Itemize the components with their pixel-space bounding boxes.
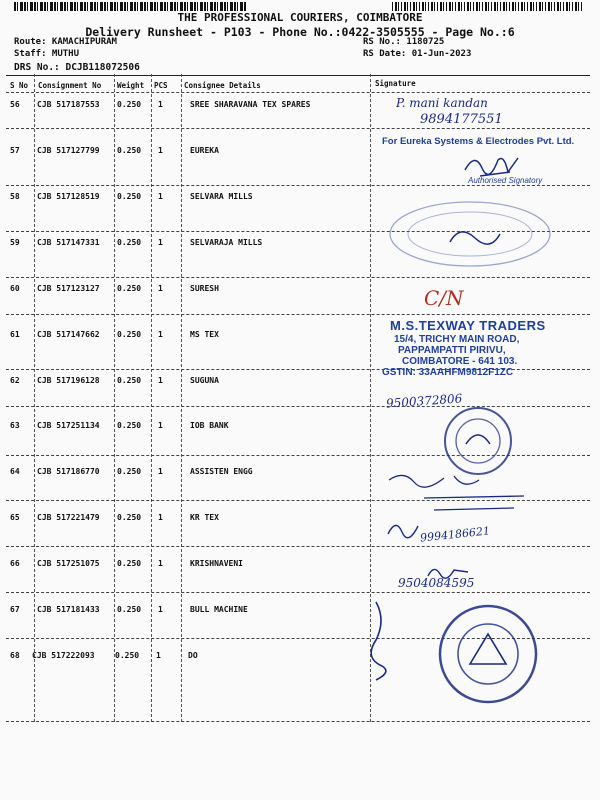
col-header-consignee: Consignee Details xyxy=(184,81,261,90)
runsheet-title: Delivery Runsheet - P103 - Phone No.:0422-3505555 - Page No.:6 xyxy=(85,25,515,39)
row-weight: 0.250 xyxy=(115,651,140,660)
col-divider xyxy=(181,74,182,722)
row-consignment: CJB 517123127 xyxy=(37,284,100,293)
row-consignee: EUREKA xyxy=(190,146,219,155)
row-consignment: CJB 517187553 xyxy=(37,100,100,109)
krishnaveni-signature xyxy=(424,562,474,582)
row-sno: 65 xyxy=(10,513,20,522)
row-weight: 0.250 xyxy=(117,238,142,247)
row-consignment: CJB 517222093 xyxy=(32,651,95,660)
drs-number: DRS No.: DCJB118072506 xyxy=(14,62,140,73)
staff-label: Staff: MUTHU xyxy=(14,49,80,59)
row-pcs: 1 xyxy=(158,513,163,522)
row-weight: 0.250 xyxy=(117,513,142,522)
row-consignee: DO xyxy=(188,651,198,660)
stamp-gstin: GSTIN: 33AAHFM9812F1ZC xyxy=(382,367,514,378)
row-separator xyxy=(6,546,590,547)
rs-number: RS No.: 1180725 xyxy=(363,37,445,47)
row-weight: 0.250 xyxy=(117,559,142,568)
row-sno: 56 xyxy=(10,100,20,109)
cn-mark: C/N xyxy=(424,286,464,310)
col-header-sno: S No xyxy=(10,81,29,90)
row-pcs: 1 xyxy=(158,330,163,339)
do-signature xyxy=(362,600,394,684)
header-rule xyxy=(6,75,590,76)
row-weight: 0.250 xyxy=(117,284,142,293)
table-row xyxy=(0,100,600,112)
row-consignee: SELVARA MILLS xyxy=(190,192,253,201)
row-consignee: BULL MACHINE xyxy=(190,605,248,614)
row-consignee: KRISHNAVENI xyxy=(190,559,243,568)
row-sno: 58 xyxy=(10,192,20,201)
row-consignee: SURESH xyxy=(190,284,219,293)
row-consignment: CJB 517147662 xyxy=(37,330,100,339)
authorised-signatory: Authorised Signatory xyxy=(468,176,543,185)
row-consignee: ASSISTEN ENGG xyxy=(190,467,253,476)
handwritten-phone: 9894177551 xyxy=(420,112,503,127)
row-pcs: 1 xyxy=(158,467,163,476)
row-pcs: 1 xyxy=(158,421,163,430)
row-sno: 67 xyxy=(10,605,20,614)
eureka-stamp: For Eureka Systems & Electrodes Pvt. Ltd. xyxy=(382,136,575,147)
row-consignment: CJB 517221479 xyxy=(37,513,100,522)
col-divider xyxy=(114,74,115,722)
col-header-signature: Signature xyxy=(375,79,416,88)
row-pcs: 1 xyxy=(158,238,163,247)
row-weight: 0.250 xyxy=(117,192,142,201)
row-separator xyxy=(6,592,590,593)
row-weight: 0.250 xyxy=(117,146,142,155)
row-sno: 66 xyxy=(10,559,20,568)
row-consignee: SELVARAJA MILLS xyxy=(190,238,263,247)
col-header-weight: Weight xyxy=(117,81,145,90)
stamp-company-name: M.S.TEXWAY TRADERS xyxy=(390,318,546,333)
handwritten-phone: 9994186621 xyxy=(419,524,491,545)
row-sno: 64 xyxy=(10,467,20,476)
row-consignment: CJB 517251075 xyxy=(37,559,100,568)
bank-seal xyxy=(440,404,516,478)
row-pcs: 1 xyxy=(158,146,163,155)
barcode-right xyxy=(392,2,582,11)
row-pcs: 1 xyxy=(158,192,163,201)
row-consignment: CJB 517181433 xyxy=(37,605,100,614)
row-separator xyxy=(6,185,590,186)
bull-machine-seal xyxy=(430,602,546,706)
kr-tex-signature xyxy=(384,516,424,542)
row-separator xyxy=(6,721,590,722)
col-header-consignment: Consignment No xyxy=(38,81,102,90)
row-sno: 60 xyxy=(10,284,20,293)
row-consignment: CJB 517196128 xyxy=(37,376,100,385)
row-pcs: 1 xyxy=(158,284,163,293)
row-weight: 0.250 xyxy=(117,376,142,385)
row-weight: 0.250 xyxy=(117,421,142,430)
header-bottom-rule xyxy=(6,92,590,93)
row-separator xyxy=(6,128,590,129)
row-consignee: SUGUNA xyxy=(190,376,219,385)
row-consignee: MS TEX xyxy=(190,330,219,339)
row-sno: 68 xyxy=(10,651,20,660)
row-sno: 61 xyxy=(10,330,20,339)
handwritten-phone: 9500372806 xyxy=(385,391,463,411)
row-consignee: KR TEX xyxy=(190,513,219,522)
table-row xyxy=(0,284,600,296)
stamp-address-line: COIMBATORE - 641 103. xyxy=(402,356,518,367)
barcode-left xyxy=(14,2,246,11)
col-divider xyxy=(34,74,35,722)
col-header-pcs: PCS xyxy=(154,81,168,90)
row-pcs: 1 xyxy=(158,100,163,109)
row-consignment: CJB 517251134 xyxy=(37,421,100,430)
row-sno: 57 xyxy=(10,146,20,155)
row-consignee: SREE SHARAVANA TEX SPARES xyxy=(190,100,311,109)
row-consignee: IOB BANK xyxy=(190,421,229,430)
row-pcs: 1 xyxy=(156,651,161,660)
selvaraja-seal xyxy=(380,194,555,274)
row-pcs: 1 xyxy=(158,376,163,385)
row-weight: 0.250 xyxy=(117,605,142,614)
row-consignment: CJB 517147331 xyxy=(37,238,100,247)
row-separator xyxy=(6,314,590,315)
row-sno: 63 xyxy=(10,421,20,430)
handwritten-name: P. mani kandan xyxy=(396,96,488,110)
stamp-address-line: PAPPAMPATTI PIRIVU, xyxy=(398,345,506,356)
row-sno: 62 xyxy=(10,376,20,385)
row-weight: 0.250 xyxy=(117,467,142,476)
row-separator xyxy=(6,277,590,278)
row-weight: 0.250 xyxy=(117,330,142,339)
handwritten-phone: 9504084595 xyxy=(398,576,475,590)
row-pcs: 1 xyxy=(158,559,163,568)
company-title: THE PROFESSIONAL COURIERS, COIMBATORE xyxy=(177,11,423,24)
route-label: Route: KAMACHIPURAM xyxy=(14,37,117,47)
assistant-engg-signature xyxy=(384,470,544,520)
row-consignment: CJB 517128519 xyxy=(37,192,100,201)
row-consignment: CJB 517186770 xyxy=(37,467,100,476)
texway-stamp xyxy=(382,318,572,376)
table-row xyxy=(0,559,600,571)
row-pcs: 1 xyxy=(158,605,163,614)
stamp-address-line: 15/4, TRICHY MAIN ROAD, xyxy=(394,334,520,345)
rs-date: RS Date: 01-Jun-2023 xyxy=(363,49,472,59)
col-divider xyxy=(151,74,152,722)
row-sno: 59 xyxy=(10,238,20,247)
row-weight: 0.250 xyxy=(117,100,142,109)
row-consignment: CJB 517127799 xyxy=(37,146,100,155)
